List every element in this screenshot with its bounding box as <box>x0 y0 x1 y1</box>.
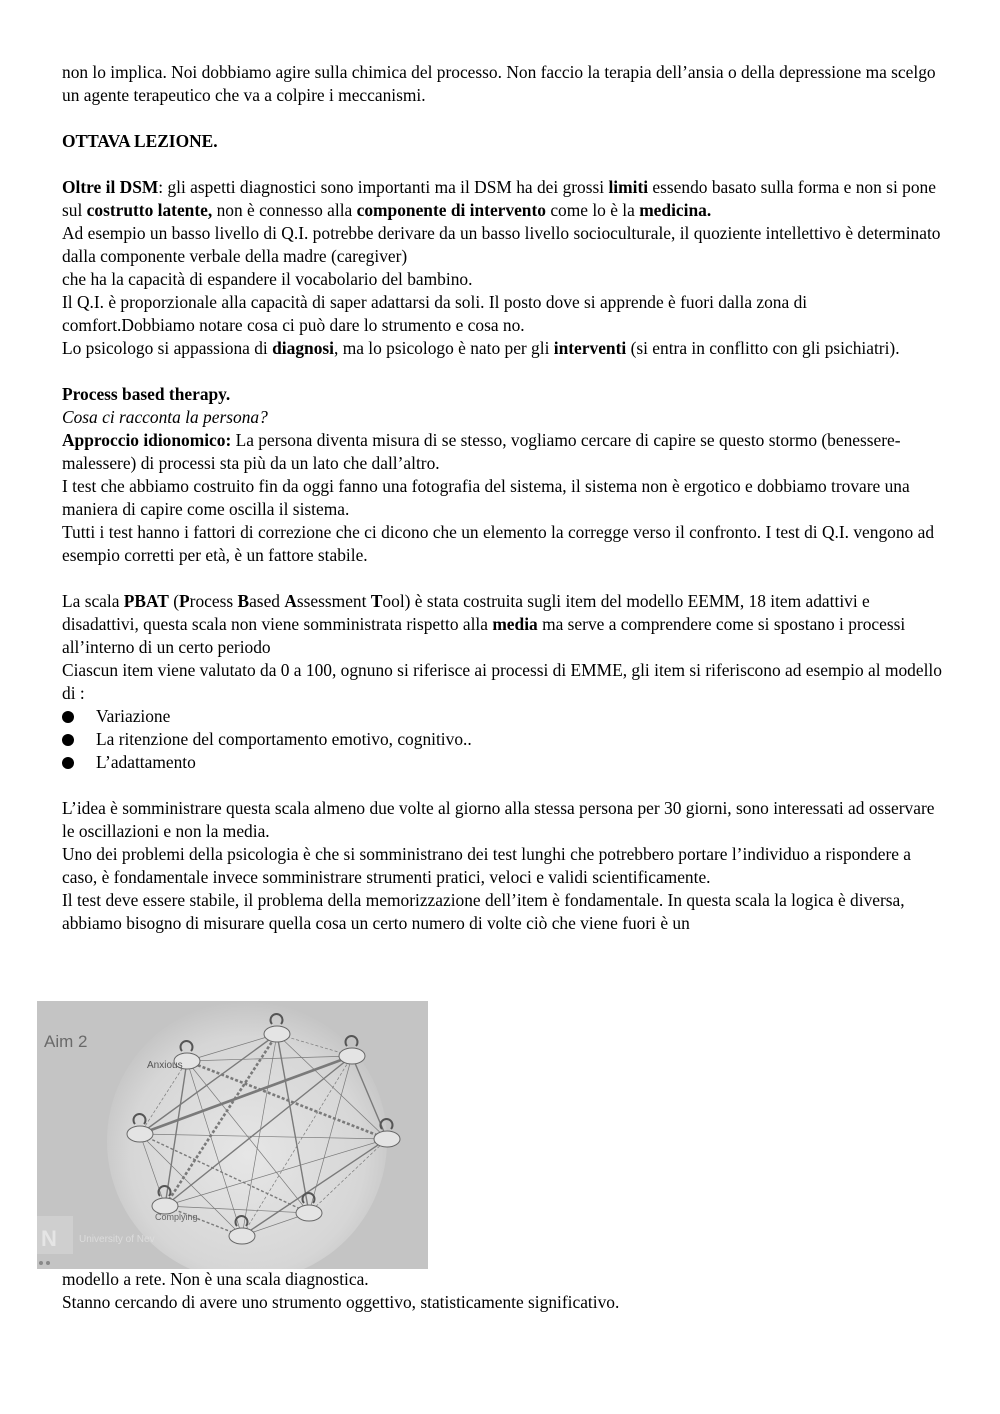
bold-text: T <box>370 591 383 611</box>
paragraph-idionomic <box>62 429 942 475</box>
bold-text: Oltre il DSM <box>62 177 159 197</box>
figure-footer-text: University of Nev <box>79 1234 155 1245</box>
paragraph-oltre-dsm <box>62 176 942 222</box>
text-run: ased <box>249 591 285 611</box>
text-run: ssessment <box>296 591 371 611</box>
figure-node-anxious-label: Anxious <box>147 1060 183 1071</box>
bold-text: componente di intervento <box>356 200 546 220</box>
network-node <box>339 1048 365 1064</box>
bold-text: Approccio idionomico: <box>62 430 232 450</box>
text-run: rocess <box>189 591 238 611</box>
bold-text: B <box>237 591 250 611</box>
paragraph-administration: L’idea è somministrare questa scala almeno due volte al giorno alla stessa persona per 30 giorni, sono interessati ad osservare le oscillazioni e non la media. <box>62 798 935 841</box>
bullet-icon <box>62 734 74 746</box>
bold-text: medicina. <box>639 200 712 220</box>
bold-text: costrutto latente, <box>86 200 213 220</box>
paragraph-vocabulary: che ha la capacità di espandere il vocabolario del bambino. <box>62 269 473 289</box>
text-run: (si entra in conflitto con gli psichiatri). <box>626 338 900 358</box>
heading-ottava-lezione: OTTAVA LEZIONE. <box>62 131 218 151</box>
paragraph-item-values: Ciascun item viene valutato da 0 a 100, ognuno si riferisce ai processi di EMME, gli item si riferiscono ad esempio al modello di : <box>62 660 942 703</box>
bold-text: media <box>492 614 538 634</box>
network-model-photo <box>37 1001 428 1269</box>
paragraph-objective-tool: Stanno cercando di avere uno strumento oggettivo, statisticamente significativo. <box>62 1292 620 1312</box>
text-run: La scala <box>62 591 124 611</box>
paragraph-intro <box>62 61 942 107</box>
bold-text: A <box>284 591 297 611</box>
paragraph-qi-adapt: Il Q.I. è proporzionale alla capacità di saper adattarsi da soli. Il posto dove si apprende è fuori dalla zona di comfort.Dobbiamo notare cosa ci può dare lo strumento e cosa no. <box>62 292 808 335</box>
bold-text: P <box>179 591 190 611</box>
bold-text: PBAT <box>123 591 169 611</box>
bold-text: limiti <box>608 177 649 197</box>
text-run: come lo è la <box>545 200 640 220</box>
text-run: ool) è stata costruita sugli item del modello EEMM, 18 item adattivi e disadattivi, questa scala non viene somministrata rispetto alla <box>62 591 870 634</box>
document-body <box>62 61 942 935</box>
text-run: ( <box>168 591 180 611</box>
network-node <box>229 1228 255 1244</box>
text-run: : gli aspetti diagnostici sono importanti ma il DSM ha dei grossi <box>158 177 609 197</box>
text-run: essendo basato sulla forma e non si pone sul <box>62 177 936 220</box>
text-run: non lo implica. Noi dobbiamo agire sulla chimica del processo. Non faccio la terapia dell’ansia o della depressione ma scelgo un agente terapeutico che va a colpire i meccanismi. <box>62 62 936 105</box>
university-logo-mark: N <box>41 1226 57 1251</box>
paragraph-long-tests: Uno dei problemi della psicologia è che si somministrano dei test lunghi che potrebbero portare l’individuo a rispondere a caso, è fondamentale invece somministrare strumenti pratici, veloci e validi scientificamente. <box>62 844 912 887</box>
network-node <box>264 1026 290 1042</box>
bold-text: interventi <box>553 338 627 358</box>
paragraph-pbat <box>62 590 942 659</box>
figure-node-complying-label: Complying <box>155 1212 198 1222</box>
document-tail <box>62 1268 942 1314</box>
paragraph-psychologist <box>62 337 942 360</box>
text-run: La persona diventa misura di se stesso, vogliamo cercare di capire se questo stormo (benessere-malessere) di processi sta più da un lato che dall’altro. <box>62 430 901 473</box>
paragraph-qi-example: Ad esempio un basso livello di Q.I. potrebbe derivare da un basso livello socioculturale, il quoziente intellettivo è determinato dalla componente verbale della madre (caregiver) <box>62 223 941 266</box>
network-node <box>127 1126 153 1142</box>
text-run: Lo psicologo si appassiona di <box>62 338 273 358</box>
list-item: L’adattamento <box>62 751 942 774</box>
figure-aim-label: Aim 2 <box>44 1032 88 1051</box>
paragraph-stability: Il test deve essere stabile, il problema della memorizzazione dell’item è fondamentale. In questa scala la logica è diversa, abbiamo bisogno di misurare quella cosa un certo numero di volte ciò che viene fuori è un <box>62 890 905 933</box>
bold-text: diagnosi <box>272 338 334 358</box>
bullet-list <box>62 705 942 774</box>
list-item: La ritenzione del comportamento emotivo, cognitivo.. <box>62 728 942 751</box>
paragraph-tests-photo: I test che abbiamo costruito fin da oggi fanno una fotografia del sistema, il sistema non è ergotico e dobbiamo trovare una maniera di capire come oscilla il sistema. <box>62 476 910 519</box>
subtitle-question: Cosa ci racconta la persona? <box>62 407 268 427</box>
bullet-icon <box>62 757 74 769</box>
heading-process-based-therapy: Process based therapy. <box>62 384 231 404</box>
text-run: non è connesso alla <box>212 200 357 220</box>
paragraph-correction: Tutti i test hanno i fattori di correzione che ci dicono che un elemento la corregge verso il confronto. I test di Q.I. vengono ad esempio corretti per età, è un fattore stabile. <box>62 522 935 565</box>
text-run: ma serve a comprendere come si spostano i processi all’interno di un certo periodo <box>62 614 906 657</box>
network-node <box>296 1205 322 1221</box>
bullet-icon <box>62 711 74 723</box>
paragraph-network-model: modello a rete. Non è una scala diagnostica. <box>62 1269 369 1289</box>
list-item: Variazione <box>62 705 942 728</box>
text-run: , ma lo psicologo è nato per gli <box>334 338 554 358</box>
network-node <box>374 1131 400 1147</box>
